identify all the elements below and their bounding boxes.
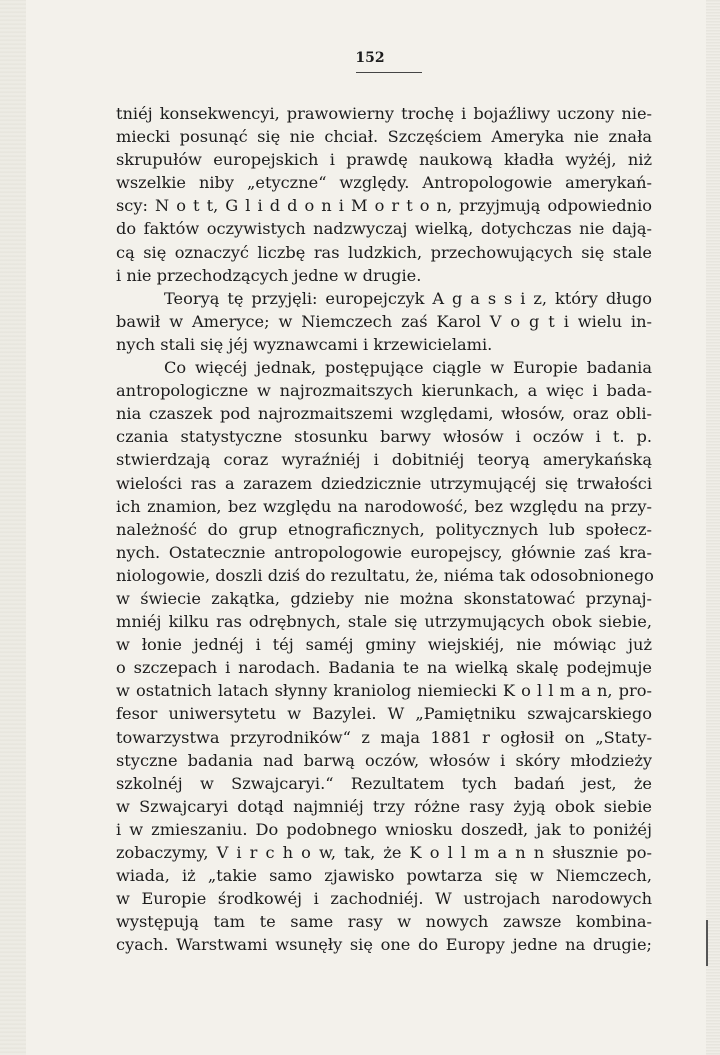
text-line: stwierdzają coraz wyraźniéj i dobitniéj teoryą amerykańską: [116, 450, 652, 470]
page-edge-right: [706, 0, 720, 1055]
text-line: towarzystwa przyrodników“ z maja 1881 r ogłosił on „Staty-: [116, 727, 652, 747]
text-line: nych. Ostatecznie antropologowie europejscy, głównie zaś kra-: [116, 542, 652, 562]
text-line: w świecie zakątka, gdzieby nie można skonstatować przynaj-: [116, 588, 652, 608]
text-line: i w zmieszaniu. Do podobnego wniosku doszedł, jak to poniżéj: [116, 819, 652, 839]
text-line: antropologiczne w najrozmaitszych kierunkach, a więc i bada-: [116, 381, 652, 401]
text-line: skrupułów europejskich i prawdę naukową kładła wyżéj, niż: [116, 150, 652, 170]
text-line: mniéj kilku ras odrębnych, stale się utrzymujących obok siebie,: [116, 612, 652, 632]
text-line: w łonie jednéj i téj saméj gminy wiejskiéj, nie mówiąc już: [116, 635, 652, 655]
margin-mark: [706, 920, 708, 966]
text-line: nia czaszek pod najrozmaitszemi względami, włosów, oraz obli-: [116, 404, 652, 424]
text-line: cyach. Warstwami wsunęły się one do Europy jedne na drugie;: [116, 935, 652, 955]
text-line: wszelkie niby „etyczne“ względy. Antropologowie amerykań-: [116, 173, 652, 193]
text-line: należność do grup etnograficznych, politycznych lub społecz-: [116, 519, 652, 539]
text-line: w ostatnich latach słynny kraniolog niemiecki K o l l m a n, pro-: [116, 681, 652, 701]
text-line: miecki posunąć się nie chciał. Szczęściem Ameryka nie znała: [116, 127, 652, 147]
page-edge-left: [0, 0, 26, 1055]
text-line: cą się oznaczyć liczbę ras ludzkich, przechowujących się stale: [116, 242, 652, 262]
text-line: i nie przechodzących jedne w drugie.: [116, 265, 422, 285]
text-line: bawił w Ameryce; w Niemczech zaś Karol V o g t i wielu in-: [116, 311, 652, 331]
text-line: czania statystyczne stosunku barwy włosów i oczów i t. p.: [116, 427, 652, 447]
text-line: ich znamion, bez względu na narodowość, bez względu na przy-: [116, 496, 652, 516]
text-line: w Europie środkowéj i zachodniéj. W ustrojach narodowych: [116, 889, 652, 909]
text-line: zobaczymy, V i r c h o w, tak, że K o l l m a n n słusznie po-: [116, 843, 652, 862]
text-line: scy: N o t t, G l i d d o n i M o r t o n, przyjmują odpowiednio: [116, 196, 652, 216]
text-line: do faktów oczywistych nadzwyczaj wielką, dotychczas nie dają-: [116, 219, 652, 239]
text-line: niologowie, doszli dziś do rezultatu, że, niéma tak odosobnionego: [116, 565, 654, 585]
text-line: Teoryą tę przyjęli: europejczyk A g a s s i z, który długo: [164, 288, 652, 308]
text-line: fesor uniwersytetu w Bazylei. W „Pamiętniku szwajcarskiego: [116, 704, 652, 724]
text-line: styczne badania nad barwą oczów, włosów i skóry młodzieży: [116, 750, 652, 770]
text-line: w Szwajcaryi dotąd najmniéj trzy różne rasy żyją obok siebie: [116, 796, 652, 816]
text-line: Co więcéj jednak, postępujące ciągle w Europie badania: [164, 358, 652, 378]
text-line: nych stali się jéj wyznawcami i krzewicielami.: [116, 334, 493, 354]
text-line: szkolnéj w Szwajcaryi.“ Rezultatem tych badań jest, że: [116, 773, 652, 793]
body-text: [116, 102, 652, 956]
text-line: o szczepach i narodach. Badania te na wielką skalę podejmuje: [116, 658, 652, 678]
text-line: występują tam te same rasy w nowych zawsze kombina-: [116, 912, 652, 932]
page-number: 152: [355, 50, 385, 66]
text-line: wielości ras a zarazem dziedzicznie utrzymującéj się trwałości: [116, 473, 652, 493]
text-line: tniéj konsekwencyi, prawowierny trochę i bojaźliwy uczony nie-: [116, 104, 652, 123]
text-line: wiada, iż „takie samo zjawisko powtarza się w Niemczech,: [116, 866, 652, 886]
page-number-rule: [356, 72, 422, 73]
